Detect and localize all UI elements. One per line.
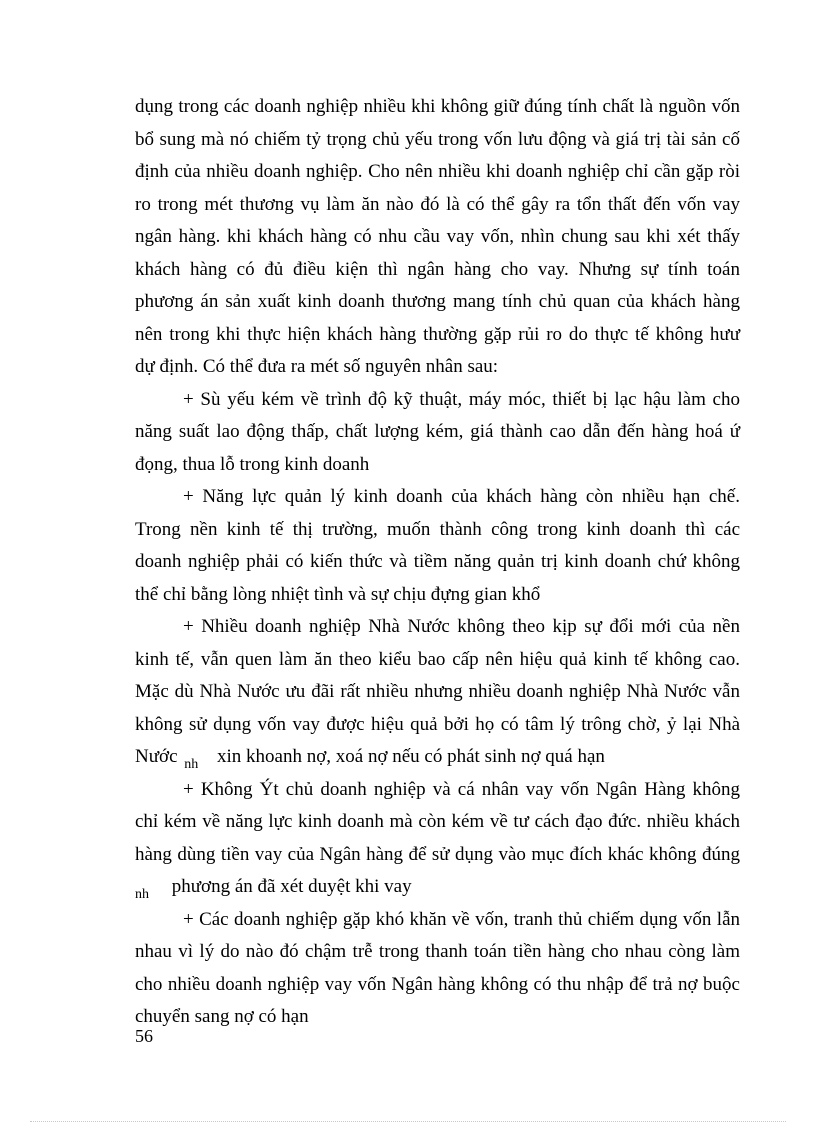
text-line: + Nhiều doanh nghiệp Nhà Nước không theo kịp sự đổi mới của nền: [183, 616, 740, 637]
text-line: định của nhiều doanh nghiệp. Cho nên nhiều khi doanh nghiệp chỉ cần gặp ròi: [135, 161, 740, 182]
text-line: + Năng lực quản lý kinh doanh của khách hàng còn nhiều hạn chế.: [183, 486, 740, 507]
text-line: chỉ kém về năng lực kinh doanh mà còn kém về tư cách đạo đức. nhiều khách: [135, 811, 740, 832]
text-line: [135, 871, 740, 904]
text-line: doanh nghiệp phải có kiến thức và tiềm năng quản trị kinh doanh chứ không: [135, 551, 740, 572]
text-line: [135, 741, 740, 774]
text-line: không sử dụng vốn vay được hiệu quả bởi họ có tâm lý trông chờ, ỷ lại Nhà: [135, 713, 740, 735]
page-number: 56: [135, 1026, 153, 1046]
text-line: hàng dùng tiền vay của Ngân hàng để sử dụng vào mục đích khác không đúng: [135, 843, 740, 865]
text-span: Nước: [135, 746, 178, 767]
stray-text-fragment: nh: [135, 887, 149, 902]
text-line: đọng, thua lỗ trong kinh doanh: [135, 453, 370, 475]
text-line: khách hàng có đủ điều kiện thì ngân hàng cho vay. Nhưng sự tính toán: [135, 258, 740, 280]
text-line: + Không Ýt chủ doanh nghiệp và cá nhân vay vốn Ngân Hàng không: [183, 778, 740, 800]
text-line: nên trong khi thực hiện khách hàng thường gặp rủi ro do thực tế không hưư: [135, 323, 740, 345]
text-line: + Các doanh nghiệp gặp khó khăn về vốn, tranh thủ chiếm dụng vốn lẫn: [183, 908, 740, 930]
text-line: ngân hàng. khi khách hàng có nhu cầu vay vốn, nhìn chung sau khi xét thấy: [135, 226, 740, 247]
text-line: Trong nền kinh tế thị trường, muốn thành công trong kinh doanh thì các: [135, 518, 740, 540]
text-line: thể chỉ bằng lòng nhiệt tình và sự chịu đựng gian khổ: [135, 583, 541, 605]
text-line: phương án sản xuất kinh doanh thương mang tính chủ quan của khách hàng: [135, 291, 740, 312]
stray-text-fragment: nh: [184, 757, 199, 772]
text-line: chuyển sang nợ có hạn: [135, 1006, 309, 1027]
text-line: nhau vì lý do nào đó chậm trễ trong thanh toán tiền hàng cho nhau còng làm: [135, 941, 740, 962]
body-text: [135, 91, 740, 1034]
footer-dotted-rule: [30, 1121, 786, 1122]
text-line: dụng trong các doanh nghiệp nhiều khi không giữ đúng tính chất là nguồn vốn: [135, 96, 740, 117]
text-line: ro trong mét thương vụ làm ăn nào đó là có thể gây ra tổn thất đến vốn vay: [135, 193, 740, 215]
text-line: dự định. Có thể đưa ra mét số nguyên nhân sau:: [135, 356, 499, 377]
text-line: bổ sung mà nó chiếm tỷ trọng chủ yếu trong vốn lưu động và giá trị tài sản cố: [135, 128, 740, 150]
text-span: xin khoanh nợ, xoá nợ nếu có phát sinh nợ quá hạn: [217, 746, 605, 767]
text-line: năng suất lao động thấp, chất lượng kém, giá thành cao dẫn đến hàng hoá ứ: [135, 421, 740, 442]
text-line: + Sù yếu kém về trình độ kỹ thuật, máy móc, thiết bị lạc hậu làm cho: [183, 388, 740, 410]
text-span: phương án đã xét duyệt khi vay: [171, 876, 412, 897]
text-line: cho nhiều doanh nghiệp vay vốn Ngân hàng không có thu nhập để trả nợ buộc: [135, 973, 740, 995]
text-line: kinh tế, vẫn quen làm ăn theo kiểu bao cấp nên hiệu quả kinh tế không cao.: [135, 648, 740, 670]
text-line: Mặc dù Nhà Nước ưu đãi rất nhiều nhưng nhiều doanh nghiệp Nhà Nước vẫn: [135, 681, 740, 702]
